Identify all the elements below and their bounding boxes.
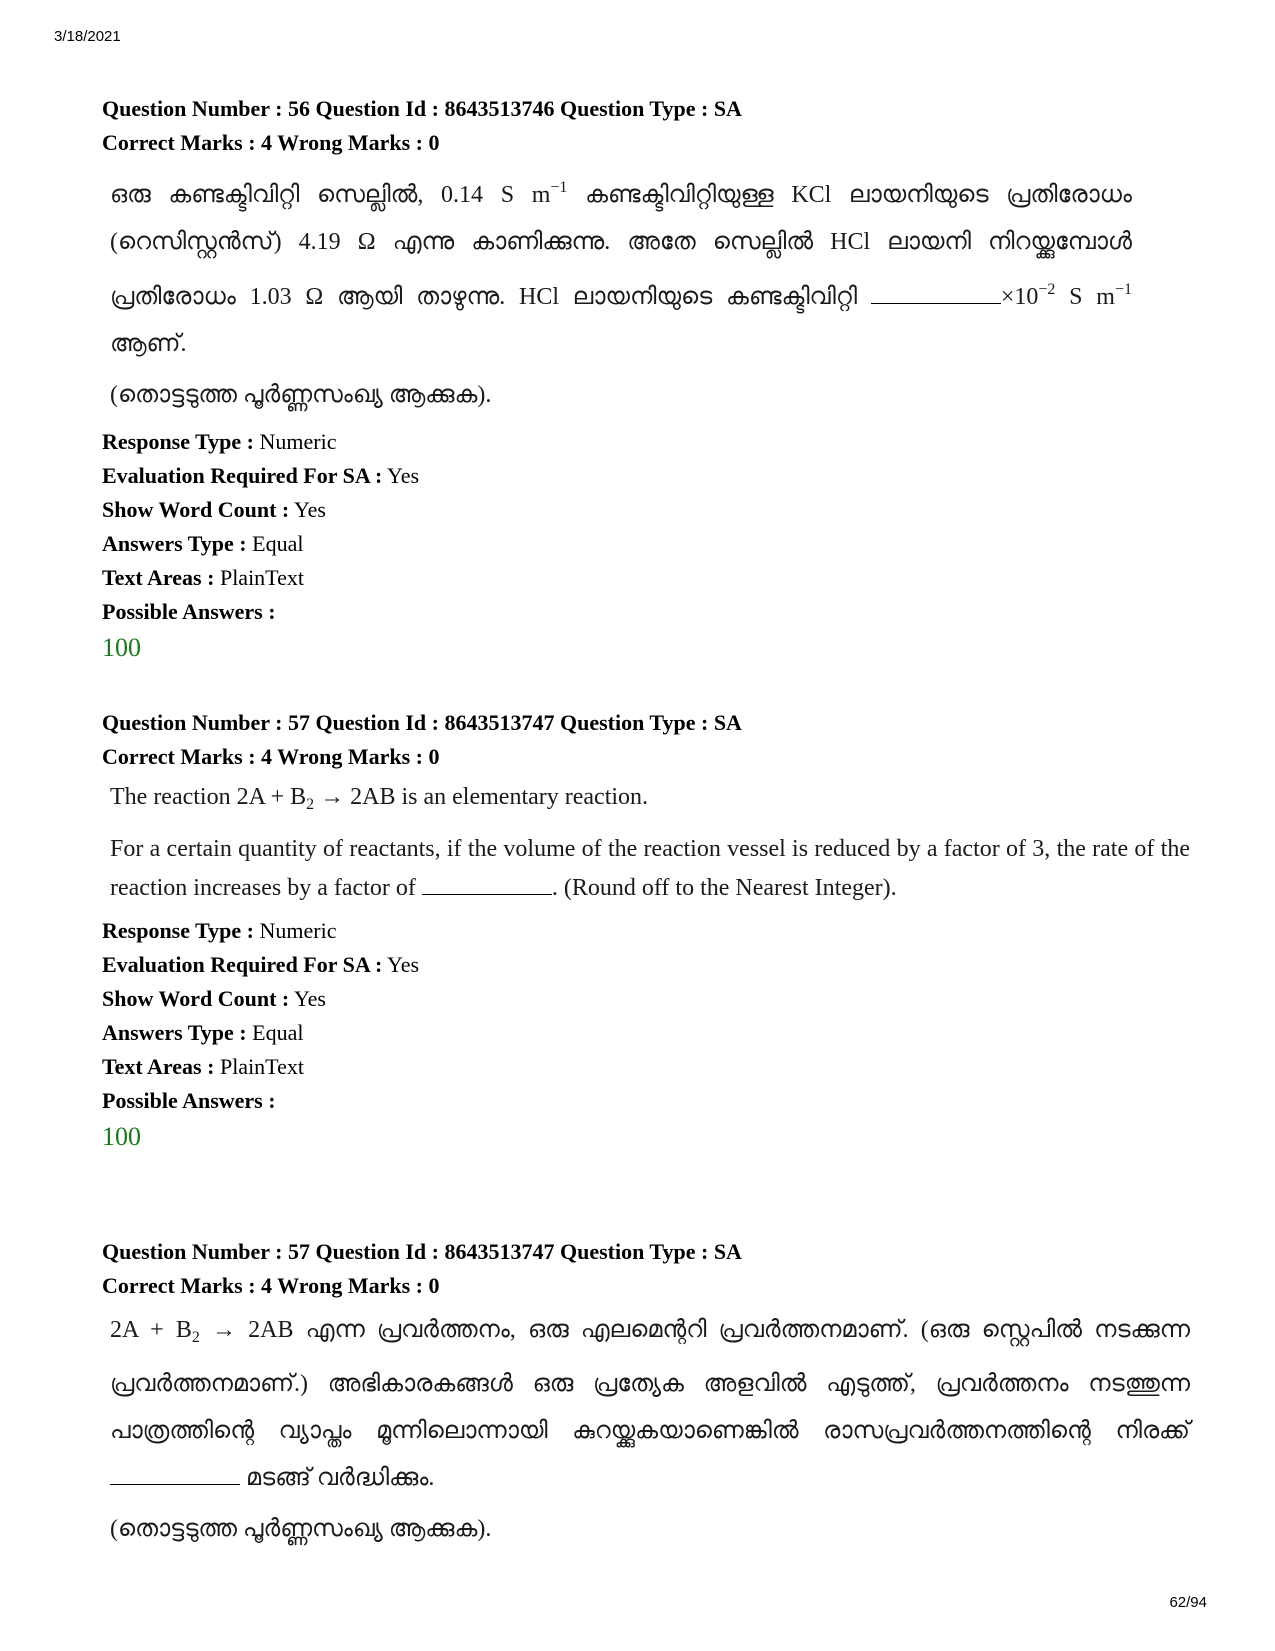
question-header: Question Number : 57 Question Id : 8643513747 Question Type : SA (102, 710, 742, 735)
possible-answer: 100 (102, 1122, 141, 1151)
marks-line: Correct Marks : 4 Wrong Marks : 0 (102, 130, 440, 155)
possible-answer: 100 (102, 633, 141, 662)
question-text: ഒരു കണ്ടക്ടിവിറ്റി സെല്ലിൽ, 0.14 S $m^{-1}$ കണ്ടക്ടിവിറ്റിയുള്ള KCl ലായനിയുടെ പ്രതിരോധം (റെസിസ്റ്റൻസ്) 4.19 Ω എന്നു കാണിക്കുന്നു. അതേ സെല്ലിൽ HCl ലായനി നിറയ്ക്കുമ്പോൾ പ്രതിരോധം 1.03 Ω ആയി താഴുന്നു. HCl ലായനിയുടെ കണ്ടക്ടിവിറ്റി $\times 10^{-2}$ S $m^{-1}$ ആണ്. (തൊട്ടടുത്ത പൂർണ്ണസംഖ്യ ആക്കുക). (110, 164, 1132, 419)
question-block (102, 92, 1182, 667)
question-header: Question Number : 56 Question Id : 8643513746 Question Type : SA (102, 96, 742, 121)
rounding-note: (തൊട്ടടുത്ത പൂർണ്ണസംഖ്യ ആക്കുക). (110, 1516, 492, 1542)
text-areas: Text Areas : PlainText (102, 1054, 304, 1079)
possible-answers-label: Possible Answers : (102, 599, 276, 624)
question-block (102, 1235, 1190, 1559)
possible-answers-label: Possible Answers : (102, 1088, 276, 1113)
marks-line: Correct Marks : 4 Wrong Marks : 0 (102, 1273, 440, 1298)
question-text: $2A + B_2 \to 2AB$ എന്ന പ്രവർത്തനം, ഒരു എലമെന്ററി പ്രവർത്തനമാണ്. (ഒരു സ്റ്റെപിൽ നടക്കുന്ന പ്രവർത്തനമാണ്.) അഭികാരകങ്ങൾ ഒരു പ്രത്യേക അളവിൽ എടുത്ത്, പ്രവർത്തനം നടത്തുന്ന പാത്രത്തിന്റെ വ്യാപ്തം മൂന്നിലൊന്നായി കുറയ്ക്കുകയാണെങ്കിൽ രാസപ്രവർത്തനത്തിന്റെ നിരക്ക് മടങ്ങ് വർദ്ധിക്കും. (തൊട്ടടുത്ത പൂർണ്ണസംഖ്യ ആക്കുക). (110, 1307, 1190, 1553)
page-number: 62/94 (1169, 1594, 1207, 1611)
question-header: Question Number : 57 Question Id : 8643513747 Question Type : SA (102, 1239, 742, 1264)
answers-type: Answers Type : Equal (102, 1020, 304, 1045)
print-date: 3/18/2021 (54, 28, 121, 45)
question-text: The reaction $2A + B_2 \to 2AB$ is an elementary reaction. For a certain quantity of reactants, if the volume of the reaction vessel is reduced by a factor of 3, the rate of the reaction increases by a factor of . (Round off to the Nearest Integer). (110, 784, 1190, 901)
evaluation-required: Evaluation Required For SA : Yes (102, 463, 420, 488)
show-word-count: Show Word Count : Yes (102, 986, 326, 1011)
evaluation-required: Evaluation Required For SA : Yes (102, 952, 420, 977)
rounding-note: (തൊട്ടടുത്ത പൂർണ്ണസംഖ്യ ആക്കുക). (110, 382, 492, 408)
answers-type: Answers Type : Equal (102, 531, 304, 556)
response-type: Response Type : Numeric (102, 918, 337, 943)
response-type: Response Type : Numeric (102, 429, 337, 454)
text-areas: Text Areas : PlainText (102, 565, 304, 590)
marks-line: Correct Marks : 4 Wrong Marks : 0 (102, 744, 440, 769)
question-block (102, 706, 1190, 1156)
show-word-count: Show Word Count : Yes (102, 497, 326, 522)
